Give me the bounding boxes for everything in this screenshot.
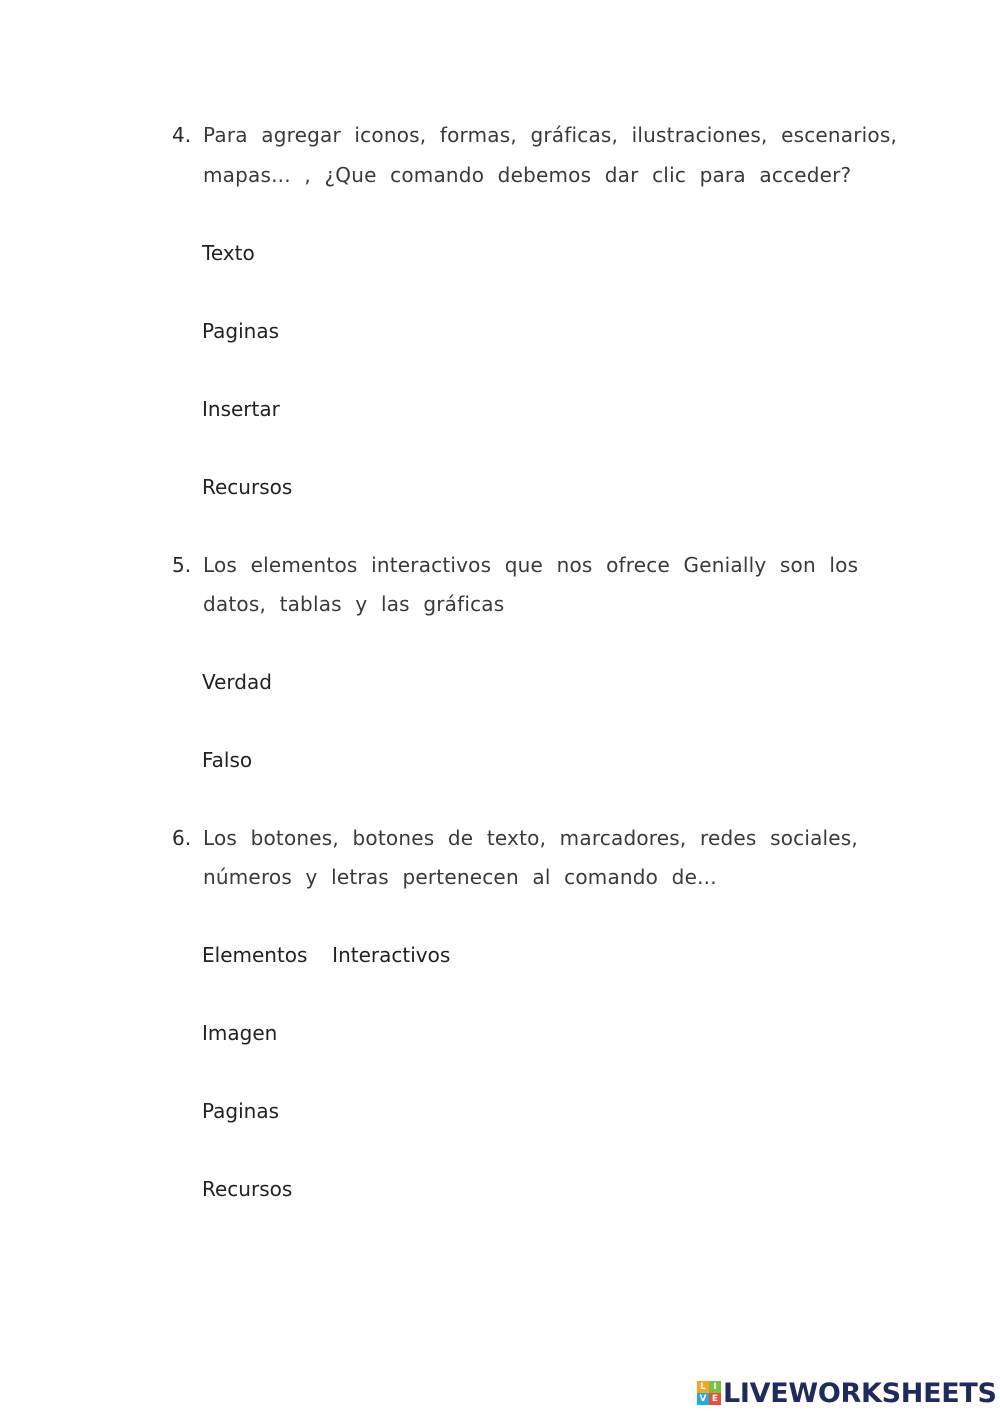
answer-option[interactable]: Texto bbox=[202, 241, 255, 265]
liveworksheets-logo bbox=[697, 1378, 997, 1408]
answer-option[interactable]: Elementos Interactivos bbox=[202, 943, 451, 967]
logo-mark-icon bbox=[697, 1381, 721, 1405]
logo-mark-cell: V bbox=[697, 1393, 709, 1405]
logo-text: LIVEWORKSHEETS bbox=[723, 1377, 997, 1409]
answer-option[interactable]: Insertar bbox=[202, 397, 280, 421]
question-text-line: datos, tablas y las gráficas bbox=[203, 592, 505, 616]
answer-option[interactable]: Paginas bbox=[202, 1099, 280, 1123]
logo-mark-cell: E bbox=[709, 1393, 721, 1405]
question-number: 5. bbox=[172, 553, 192, 577]
question-text-line: Los botones, botones de texto, marcadores, redes sociales, bbox=[203, 826, 858, 850]
question-text-line: Los elementos interactivos que nos ofrece Genially son los bbox=[203, 553, 859, 577]
answer-option[interactable]: Recursos bbox=[202, 475, 293, 499]
question-text-line: mapas... , ¿Que comando debemos dar clic para acceder? bbox=[203, 163, 852, 187]
answer-option[interactable]: Imagen bbox=[202, 1021, 278, 1045]
question-number: 4. bbox=[172, 123, 192, 147]
answer-option[interactable]: Paginas bbox=[202, 319, 280, 343]
question-text-line: números y letras pertenecen al comando de... bbox=[203, 865, 717, 889]
answer-option[interactable]: Falso bbox=[202, 748, 253, 772]
question-text-line: Para agregar iconos, formas, gráficas, ilustraciones, escenarios, bbox=[203, 123, 898, 147]
answer-option[interactable]: Verdad bbox=[202, 670, 272, 694]
answer-option[interactable]: Recursos bbox=[202, 1177, 293, 1201]
question-number: 6. bbox=[172, 826, 192, 850]
logo-mark-cell: I bbox=[709, 1381, 721, 1393]
logo-mark-cell: L bbox=[697, 1381, 709, 1393]
